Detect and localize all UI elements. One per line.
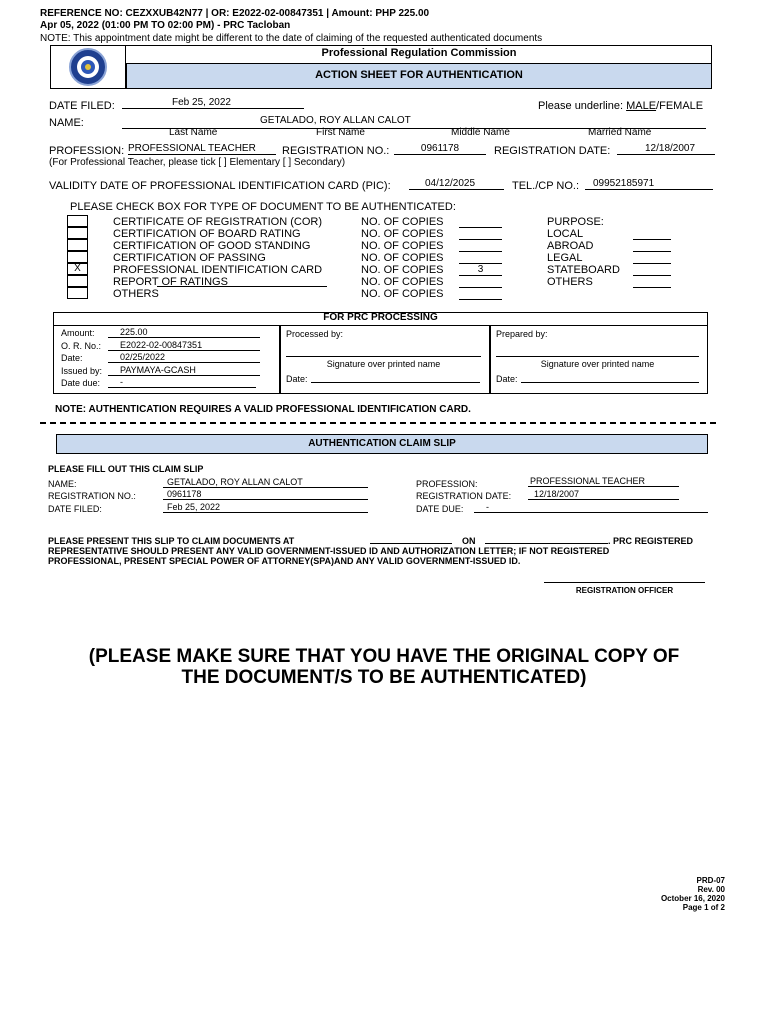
doc-ratings: REPORT OF RATINGS <box>113 276 228 288</box>
revision: Rev. 00 <box>697 885 725 894</box>
prepared-date-field[interactable] <box>521 382 699 383</box>
date-field[interactable]: 02/25/2022 <box>108 352 260 363</box>
passing-checkbox[interactable] <box>67 251 88 263</box>
copies-label: NO. OF COPIES <box>361 288 444 300</box>
married-name-caption: Married Name <box>588 127 652 138</box>
others-checkbox[interactable] <box>67 287 88 299</box>
processing-divider <box>279 325 281 394</box>
prepared-signature-caption: Signature over printed name <box>540 359 655 369</box>
purpose-legal: LEGAL <box>547 252 583 264</box>
purpose-local: LOCAL <box>547 228 584 240</box>
good-standing-checkbox[interactable] <box>67 239 88 251</box>
page-number: Page 1 of 2 <box>682 903 725 912</box>
cut-line <box>40 422 716 424</box>
name-field[interactable]: GETALADO, ROY ALLAN CALOT <box>122 115 706 129</box>
purpose-stateboard: STATEBOARD <box>547 264 620 276</box>
doc-pic: PROFESSIONAL IDENTIFICATION CARD <box>113 264 323 276</box>
tel-label: TEL./CP NO.: <box>512 180 580 192</box>
others-specify-field[interactable] <box>157 286 327 287</box>
teacher-level-note: (For Professional Teacher, please tick [ ] Elementary [ ] Secondary) <box>49 157 346 168</box>
gender-female[interactable]: /FEMALE <box>656 100 704 112</box>
claim-profession-field[interactable]: PROFESSIONAL TEACHER <box>528 476 679 487</box>
check-instruction: PLEASE CHECK BOX FOR TYPE OF DOCUMENT TO BE AUTHENTICATED: <box>70 201 456 213</box>
processed-by-signature-line[interactable] <box>286 356 481 357</box>
tel-field[interactable]: 09952185971 <box>585 178 713 190</box>
processing-divider <box>489 325 491 394</box>
purpose-abroad-field[interactable] <box>633 251 671 252</box>
issued-by-label: Issued by: <box>61 366 103 376</box>
authentication-note: NOTE: AUTHENTICATION REQUIRES A VALID PROFESSIONAL IDENTIFICATION CARD. <box>55 404 471 415</box>
claim-name-label: NAME: <box>48 479 77 489</box>
gender-prompt: Please underline: MALE/FEMALE <box>538 100 704 112</box>
first-name-caption: First Name <box>316 127 365 138</box>
copies-field[interactable] <box>459 276 502 288</box>
name-label: NAME: <box>49 117 84 129</box>
processing-title: FOR PRC PROCESSING <box>53 312 708 326</box>
purpose-local-field[interactable] <box>633 239 671 240</box>
claim-due-field[interactable]: - <box>474 502 708 513</box>
copies-label: NO. OF COPIES <box>361 276 444 288</box>
date-filed-label: DATE FILED: <box>49 100 115 112</box>
reg-no-field[interactable]: 0961178 <box>394 143 486 155</box>
doc-passing: CERTIFICATION OF PASSING <box>113 252 266 264</box>
board-rating-checkbox[interactable] <box>67 227 88 239</box>
copies-field[interactable]: 3 <box>459 264 502 276</box>
copies-field[interactable] <box>459 228 502 240</box>
last-name-caption: Last Name <box>169 127 218 138</box>
doc-others: OTHERS <box>113 288 159 300</box>
appointment-line: Apr 05, 2022 (01:00 PM TO 02:00 PM) - PRC Tacloban <box>40 20 291 31</box>
copies-label: NO. OF COPIES <box>361 216 444 228</box>
prepared-by-signature-line[interactable] <box>496 356 699 357</box>
due-label: Date due: <box>61 378 101 388</box>
purpose-stateboard-field[interactable] <box>633 275 671 276</box>
claim-date-filed-field[interactable]: Feb 25, 2022 <box>163 502 368 513</box>
issued-by-field[interactable]: PAYMAYA-GCASH <box>108 365 260 376</box>
officer-label: REGISTRATION OFFICER <box>575 586 674 595</box>
copies-label: NO. OF COPIES <box>361 264 444 276</box>
copies-label: NO. OF COPIES <box>361 240 444 252</box>
date-label: Date: <box>61 353 83 363</box>
prc-seal-logo <box>68 47 108 87</box>
claim-title: AUTHENTICATION CLAIM SLIP <box>308 438 456 449</box>
profession-label: PROFESSION: <box>49 145 125 157</box>
form-title: ACTION SHEET FOR AUTHENTICATION <box>315 69 523 81</box>
processed-date-label: Date: <box>286 374 308 384</box>
reference-line: REFERENCE NO: CEZXXUB42N77 | OR: E2022-02-00847351 | Amount: PHP 225.00 <box>40 8 430 19</box>
claim-profession-label: PROFESSION: <box>416 479 478 489</box>
validity-field[interactable]: 04/12/2025 <box>409 178 504 190</box>
copies-label: NO. OF COPIES <box>361 252 444 264</box>
processed-date-field[interactable] <box>311 382 480 383</box>
amount-label: Amount: <box>61 328 95 338</box>
gender-male[interactable]: MALE <box>626 100 657 112</box>
ratings-checkbox[interactable] <box>67 275 88 287</box>
processed-signature-caption: Signature over printed name <box>326 359 441 369</box>
amount-field[interactable]: 225.00 <box>108 327 260 338</box>
profession-field[interactable]: PROFESSIONAL TEACHER <box>128 143 276 155</box>
revision-date: October 16, 2020 <box>660 894 725 903</box>
claim-due-label: DATE DUE: <box>416 504 464 514</box>
reg-no-label: REGISTRATION NO.: <box>282 145 390 157</box>
claim-location-field[interactable] <box>370 543 452 544</box>
prepared-by-label: Prepared by: <box>496 329 548 339</box>
reminder-line-1: (PLEASE MAKE SURE THAT YOU HAVE THE ORIGINAL COPY OF <box>88 646 680 667</box>
purpose-others-field[interactable] <box>633 287 671 288</box>
agency-title: Professional Regulation Commission <box>321 47 517 59</box>
doc-good-standing: CERTIFICATION OF GOOD STANDING <box>113 240 311 252</box>
cor-checkbox[interactable] <box>67 215 88 227</box>
date-filed-field[interactable]: Feb 25, 2022 <box>122 97 304 109</box>
claim-instruction: PLEASE FILL OUT THIS CLAIM SLIP <box>48 464 204 474</box>
purpose-label: PURPOSE: <box>547 216 604 228</box>
reg-date-field[interactable]: 12/18/2007 <box>617 143 715 155</box>
doc-board-rating: CERTIFICATION OF BOARD RATING <box>113 228 301 240</box>
pic-checkbox[interactable]: X <box>67 263 88 275</box>
claim-reg-no-field[interactable]: 0961178 <box>163 489 368 500</box>
logo-cell <box>50 45 126 89</box>
reminder-line-2: THE DOCUMENT/S TO BE AUTHENTICATED) <box>181 667 587 688</box>
purpose-others: OTHERS <box>547 276 593 288</box>
copies-field[interactable] <box>459 240 502 252</box>
officer-signature-line[interactable] <box>544 582 705 583</box>
copies-field[interactable] <box>459 216 502 228</box>
claim-reg-date-field[interactable]: 12/18/2007 <box>528 489 679 500</box>
purpose-abroad: ABROAD <box>547 240 594 252</box>
claim-name-field[interactable]: GETALADO, ROY ALLAN CALOT <box>163 477 368 488</box>
or-no-label: O. R. No.: <box>61 341 102 351</box>
due-field[interactable]: - <box>108 377 256 388</box>
middle-name-caption: Middle Name <box>451 127 510 138</box>
claim-date-blank-field[interactable] <box>485 543 608 544</box>
copies-label: NO. OF COPIES <box>361 228 444 240</box>
reg-date-label: REGISTRATION DATE: <box>494 145 611 157</box>
claim-reg-date-label: REGISTRATION DATE: <box>416 491 512 501</box>
appointment-note: NOTE: This appointment date might be different to the date of claiming of the requested authenticated documents <box>40 33 543 44</box>
doc-cor: CERTIFICATE OF REGISTRATION (COR) <box>113 216 322 228</box>
prepared-date-label: Date: <box>496 374 518 384</box>
validity-label: VALIDITY DATE OF PROFESSIONAL IDENTIFICATION CARD (PIC): <box>49 180 391 192</box>
processed-by-label: Processed by: <box>286 329 344 339</box>
form-code: PRD-07 <box>696 876 725 885</box>
or-no-field[interactable]: E2022-02-00847351 <box>108 340 260 351</box>
copies-field[interactable] <box>459 252 502 264</box>
claim-reg-no-label: REGISTRATION NO.: <box>48 491 136 501</box>
claim-date-filed-label: DATE FILED: <box>48 504 102 514</box>
copies-field[interactable] <box>459 288 502 300</box>
purpose-legal-field[interactable] <box>633 263 671 264</box>
